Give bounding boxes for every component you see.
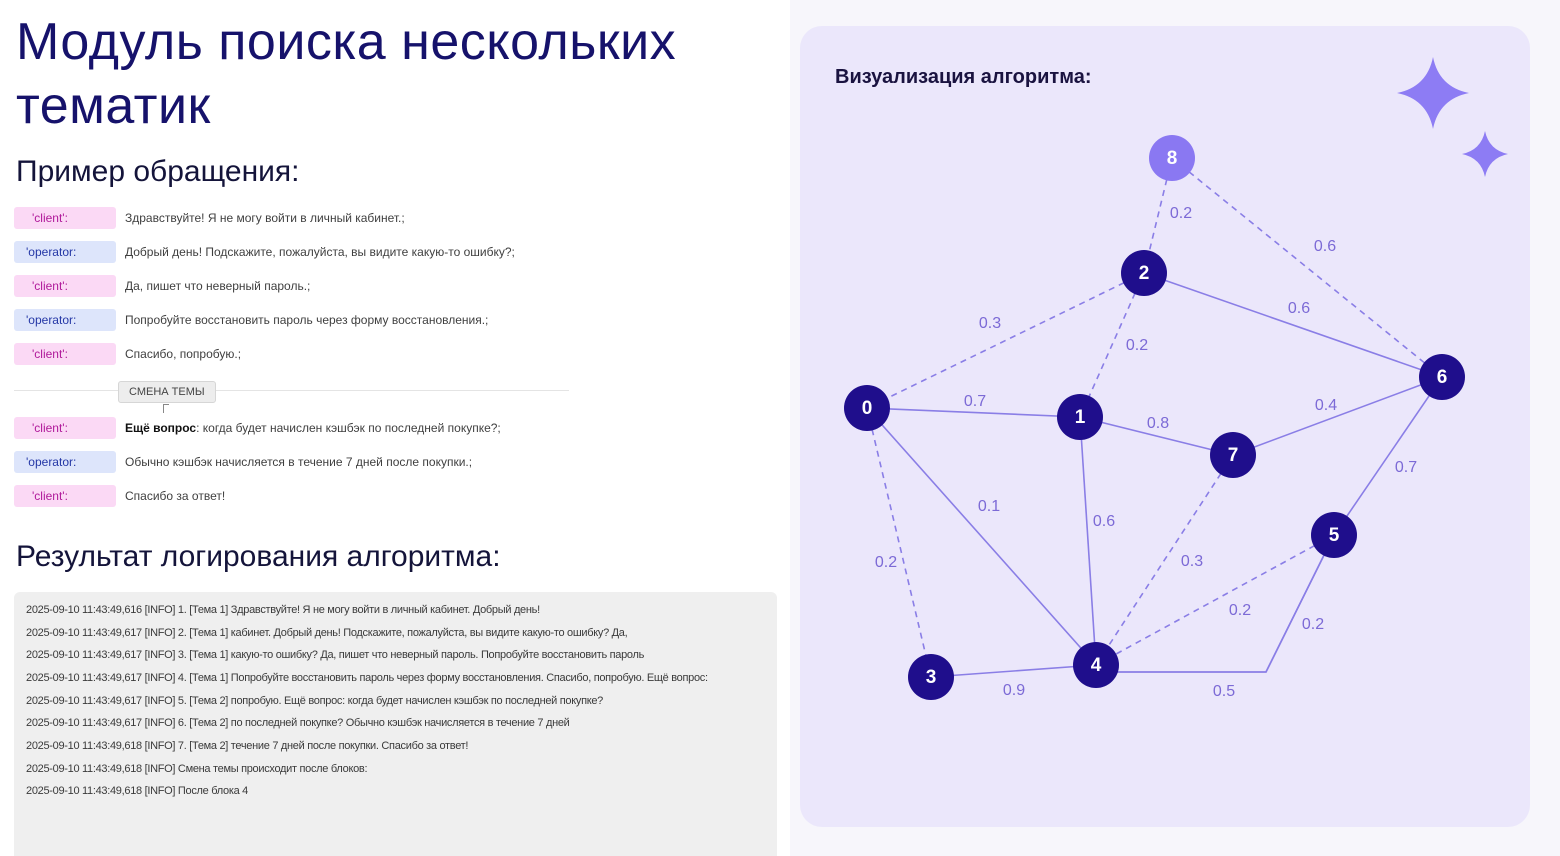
page-title: Модуль поиска нескольких тематик	[16, 13, 677, 135]
node-label: 7	[1227, 445, 1239, 467]
log-line: 2025-09-10 11:43:49,618 [INFO] Смена темы происходит после блоков:	[26, 763, 368, 775]
role-badge: 'operator:	[14, 309, 116, 331]
graph-edge	[1080, 417, 1096, 665]
message-rest-text: : когда будет начислен кэшбэк по последней покупке?;	[196, 421, 501, 435]
message-text: Добрый день! Подскажите, пожалуйста, вы видите какую-то ошибку?;	[125, 245, 515, 259]
graph-edge	[1334, 377, 1442, 535]
edge-weight-label: 0.4	[1314, 397, 1338, 415]
node-label: 0	[861, 398, 873, 420]
graph-edge	[867, 408, 1096, 665]
message-text: Здравствуйте! Я не могу войти в личный кабинет.;	[125, 211, 405, 225]
role-badge: 'client':	[14, 343, 116, 365]
edge-weight-label: 0.2	[1228, 602, 1252, 620]
log-heading: Результат логирования алгоритма:	[16, 540, 501, 573]
node-label: 8	[1166, 148, 1178, 170]
edge-weight-label: 0.5	[1212, 683, 1236, 701]
edge-weight-label: 0.3	[1180, 553, 1204, 571]
graph-edge	[1169, 158, 1442, 377]
edge-weight-label: 0.1	[977, 498, 1001, 516]
role-badge: 'operator:	[14, 451, 116, 473]
graph-edge	[1233, 377, 1442, 455]
message-bold-text: Ещё вопрос	[125, 421, 197, 435]
graph-node	[1121, 250, 1167, 296]
edge-weight-label: 0.3	[978, 315, 1002, 333]
graph-node	[1073, 642, 1119, 688]
message-text: Спасибо, попробую.;	[125, 347, 242, 361]
graph-edge	[1096, 455, 1233, 665]
example-heading: Пример обращения:	[16, 155, 300, 188]
graph-node	[1057, 394, 1103, 440]
sparkle-icon	[1462, 131, 1508, 177]
edge-weight-label: 0.7	[1394, 459, 1418, 477]
graph-edge	[1096, 535, 1334, 672]
role-badge: 'client':	[14, 275, 116, 297]
role-badge: 'client':	[14, 207, 116, 229]
log-line: 2025-09-10 11:43:49,617 [INFO] 5. [Тема 2] попробую. Ещё вопрос: когда будет начислен кэшбэк по последней покупке?	[26, 695, 603, 707]
edge-weight-label: 0.2	[1125, 337, 1149, 355]
graph-node	[1149, 135, 1195, 181]
edge-weight-label: 0.6	[1092, 513, 1116, 531]
edge-weight-label: 0.8	[1146, 415, 1170, 433]
visualization-title: Визуализация алгоритма:	[835, 66, 1092, 88]
log-line: 2025-09-10 11:43:49,617 [INFO] 2. [Тема 1] кабинет. Добрый день! Подскажите, пожалуйста, вы видите какую-то ошибку? Да,	[26, 627, 628, 639]
role-badge: 'client':	[14, 417, 116, 439]
edge-weight-label: 0.2	[874, 554, 898, 572]
edge-weight-label: 0.7	[963, 393, 987, 411]
node-label: 1	[1074, 407, 1086, 429]
node-label: 6	[1436, 367, 1448, 389]
message-text: Обычно кэшбэк начисляется в течение 7 дней после покупки.;	[125, 455, 473, 469]
graph-node	[908, 654, 954, 700]
edge-weight-label: 0.6	[1313, 238, 1337, 256]
graph-edge	[931, 665, 1096, 677]
log-line: 2025-09-10 11:43:49,616 [INFO] 1. [Тема 1] Здравствуйте! Я не могу войти в личный кабинет. Добрый день!	[26, 604, 540, 616]
graph-node	[844, 385, 890, 431]
message-text: Да, пишет что неверный пароль.;	[125, 279, 311, 293]
graph-edge	[1144, 273, 1442, 377]
sparkle-icon	[1397, 57, 1469, 129]
edge-weight-label: 0.2	[1169, 205, 1193, 223]
log-line: 2025-09-10 11:43:49,618 [INFO] После блока 4	[26, 785, 248, 797]
log-line: 2025-09-10 11:43:49,618 [INFO] 7. [Тема 2] течение 7 дней после покупки. Спасибо за ответ!	[26, 740, 469, 752]
log-line: 2025-09-10 11:43:49,617 [INFO] 4. [Тема 1] Попробуйте восстановить пароль через форму восстановления. Спасибо, попробую. Ещё вопрос:	[26, 672, 708, 684]
message-text: Спасибо за ответ!	[125, 489, 226, 503]
message-text: Попробуйте восстановить пароль через форму восстановления.;	[125, 313, 489, 327]
graph-edge	[867, 408, 931, 677]
graph-edge	[1096, 535, 1334, 665]
edge-weight-label: 0.2	[1301, 616, 1325, 634]
edge-weight-label: 0.6	[1287, 300, 1311, 318]
node-label: 5	[1328, 525, 1340, 547]
log-line: 2025-09-10 11:43:49,617 [INFO] 3. [Тема 1] какую-то ошибку? Да, пишет что неверный пароль. Попробуйте восстановить пароль	[26, 649, 645, 661]
edge-weight-label: 0.9	[1002, 682, 1026, 700]
graph-edge	[867, 273, 1144, 411]
node-label: 4	[1090, 655, 1102, 677]
topic-change-button[interactable]: СМЕНА ТЕМЫ	[118, 381, 216, 403]
graph-edge	[1096, 535, 1334, 672]
graph-node	[1210, 432, 1256, 478]
graph-node	[1311, 512, 1357, 558]
graph-node	[1419, 354, 1465, 400]
role-badge: 'operator:	[14, 241, 116, 263]
node-label: 2	[1138, 263, 1150, 285]
log-line: 2025-09-10 11:43:49,617 [INFO] 6. [Тема 2] по последней покупке? Обычно кэшбэк начисляется в течение 7 дней	[26, 717, 570, 729]
role-badge: 'client':	[14, 485, 116, 507]
node-label: 3	[925, 667, 937, 689]
